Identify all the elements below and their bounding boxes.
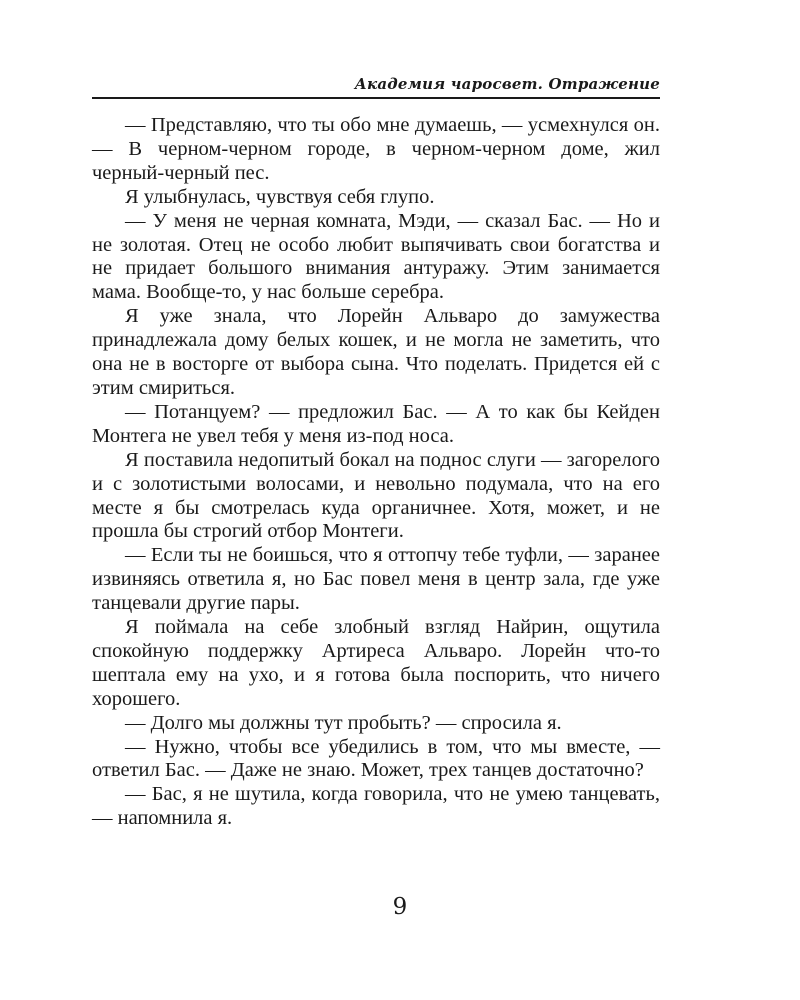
paragraph: Я уже знала, что Лорейн Альваро до замужества принадлежала дому белых кошек, и не могла не заметить, что она не в восторге от выбора сына. Что поделать. Придется ей с этим смириться. xyxy=(92,305,660,399)
paragraph: — У меня не черная комната, Мэди, — сказал Бас. — Но и не золотая. Отец не особо любит выпячивать свои богатства и не придает большого внимания антуражу. Этим занимается мама. Вообще-то, у нас больше серебра. xyxy=(92,209,660,304)
paragraph: — Потанцуем? — предложил Бас. — А то как бы Кейден Монтега не увел тебя у меня из-под носа. xyxy=(92,400,660,447)
paragraph: — Нужно, чтобы все убедились в том, что мы вместе, — ответил Бас. — Даже не знаю. Может, трех танцев достаточно? xyxy=(92,735,660,782)
running-head-title: Академия чаросвет. Отражение xyxy=(354,75,660,93)
paragraph: — Бас, я не шутила, когда говорила, что не умею танцевать, — напомнила я. xyxy=(92,783,660,830)
body-text xyxy=(92,114,660,831)
paragraph: — Если ты не боишься, что я оттопчу тебе туфли, — заранее извиняясь ответила я, но Бас повел меня в центр зала, где уже танцевали другие пары. xyxy=(92,544,660,615)
paragraph: Я поймала на себе злобный взгляд Найрин, ощутила спокойную поддержку Артиреса Альваро. Лорейн что-то шептала ему на ухо, и я готова была поспорить, что ничего хорошего. xyxy=(92,616,660,710)
paragraph: — Представляю, что ты обо мне думаешь, — усмехнулся он. — В черном-черном городе, в черном-черном доме, жил черный-черный пес. xyxy=(92,114,660,184)
paragraph: Я поставила недопитый бокал на поднос слуги — загорелого и с золотистыми волосами, и невольно подумала, что на его месте я бы смотрелась куда органичнее. Хотя, может, и не прошла бы строгий отбор Монтеги. xyxy=(92,448,660,543)
page-number: 9 xyxy=(392,894,408,920)
paragraph: Я улыбнулась, чувствуя себя глупо. xyxy=(125,185,435,208)
paragraph: — Долго мы должны тут пробыть? — спросила я. xyxy=(125,711,562,734)
header-rule xyxy=(92,97,660,99)
